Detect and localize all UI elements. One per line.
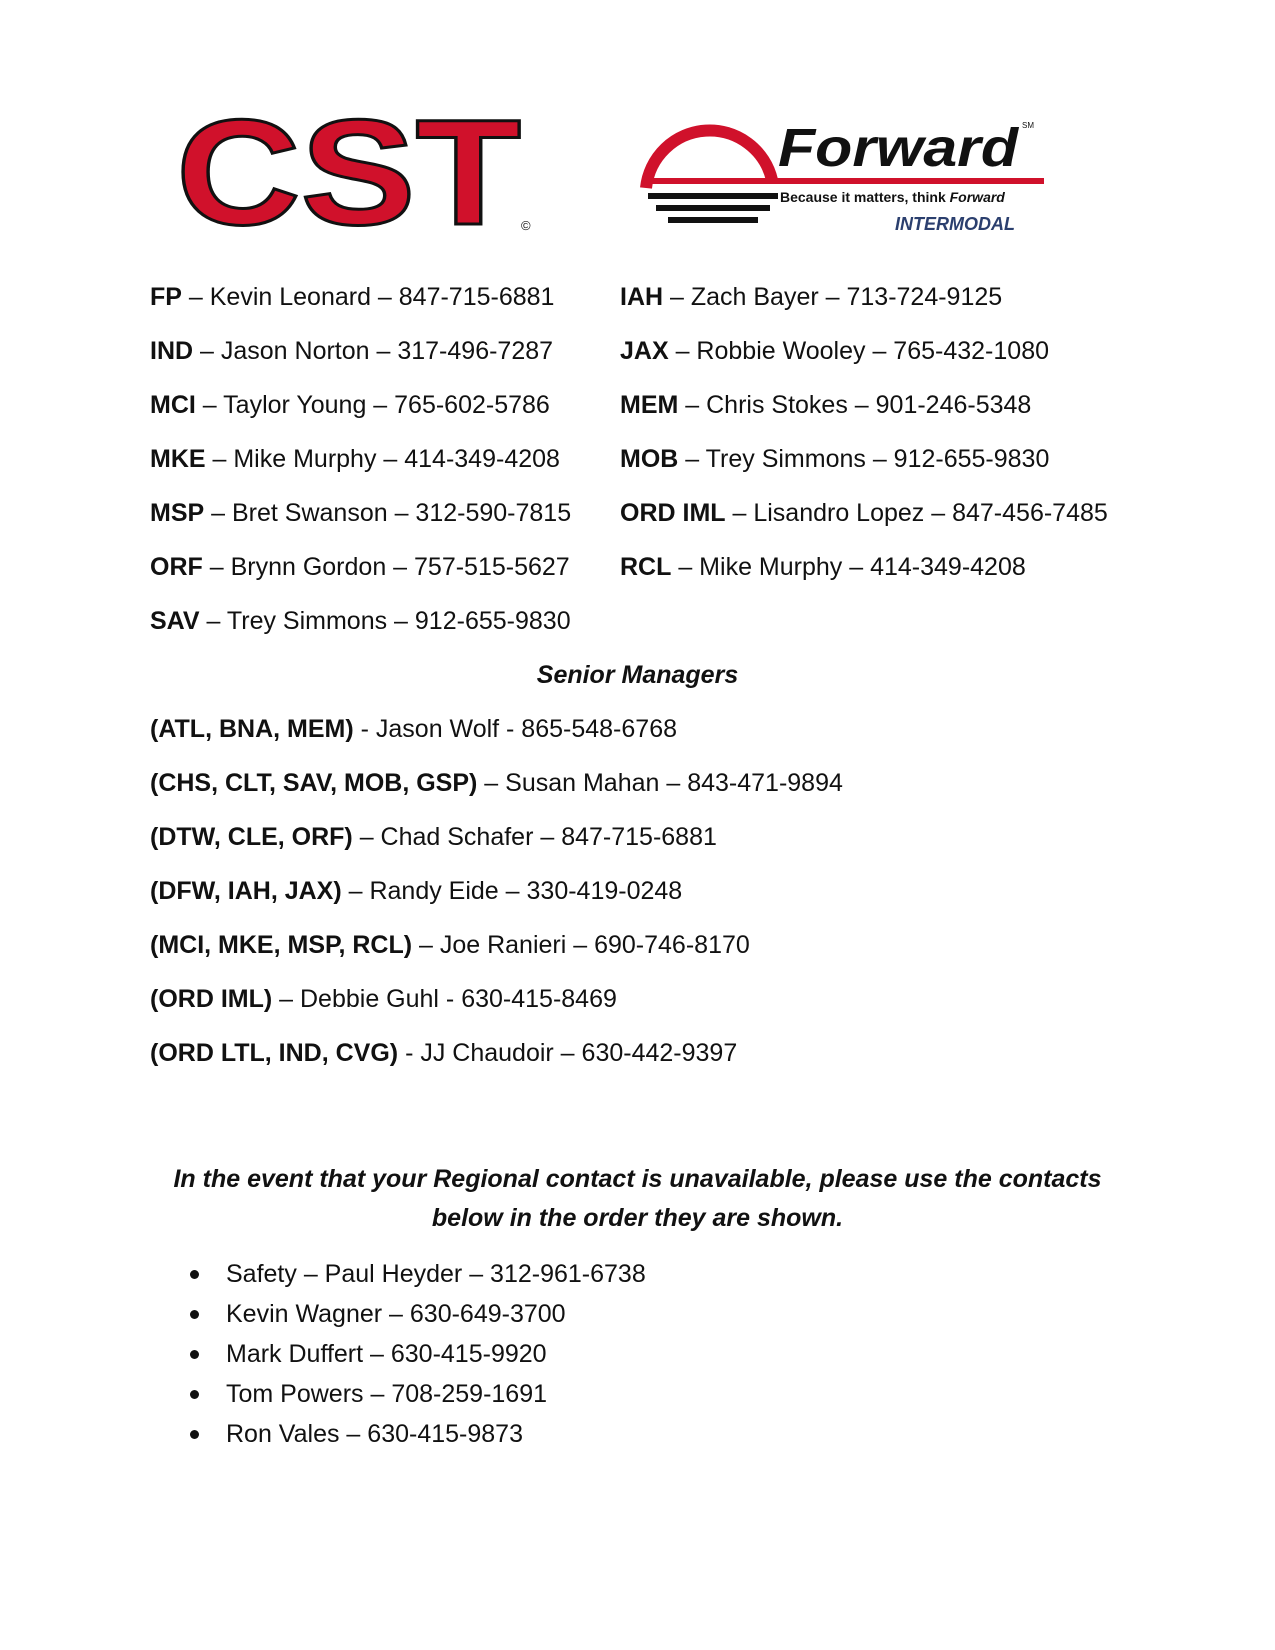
contact-detail: – Chad Schafer – 847-715-6881	[352, 823, 717, 851]
contact-detail: - Jason Wolf - 865-548-6768	[353, 715, 677, 743]
terminal-codes: (ATL, BNA, MEM)	[150, 715, 354, 743]
terminal-codes: (DFW, IAH, JAX)	[150, 877, 342, 905]
regional-contact-left-2	[150, 336, 553, 366]
terminal-code: MSP	[150, 499, 205, 527]
terminal-code: IND	[150, 337, 194, 365]
contact-detail: - JJ Chaudoir – 630-442-9397	[398, 1039, 738, 1067]
contact-detail: – Trey Simmons – 912-655-9830	[199, 607, 571, 635]
terminal-code: MKE	[150, 445, 206, 473]
contact-detail: – Chris Stokes – 901-246-5348	[678, 391, 1032, 419]
contact-detail: – Zach Bayer – 713-724-9125	[663, 283, 1003, 311]
terminal-code: MCI	[150, 391, 196, 419]
forward-logo-tagline-prefix: Because it matters, think	[780, 189, 950, 205]
terminal-code: ORD IML	[620, 499, 726, 527]
backup-contact: Tom Powers – 708-259-1691	[226, 1380, 548, 1408]
senior-managers-heading: Senior Managers	[536, 661, 739, 689]
contact-detail: – Kevin Leonard – 847-715-6881	[181, 283, 555, 311]
contact-detail: – Brynn Gordon – 757-515-5627	[202, 553, 570, 581]
forward-logo-name: Forward	[778, 118, 1020, 178]
cst-logo	[176, 112, 556, 242]
forward-logo-stripe-3	[668, 217, 758, 223]
contact-detail: – Jason Norton – 317-496-7287	[193, 337, 554, 365]
forward-logo-tagline	[780, 189, 1005, 205]
backup-contact: Ron Vales – 630-415-9873	[226, 1420, 523, 1448]
terminal-codes: (ORD IML)	[150, 985, 273, 1013]
regional-contact-right-1	[620, 282, 1002, 312]
backup-contact: Kevin Wagner – 630-649-3700	[226, 1300, 566, 1328]
terminal-code: JAX	[620, 337, 669, 365]
bullet-icon	[190, 1310, 199, 1319]
forward-logo-stripe-2	[656, 205, 770, 211]
contact-detail: – Joe Ranieri – 690-746-8170	[412, 931, 750, 959]
contact-detail: – Robbie Wooley – 765-432-1080	[668, 337, 1049, 365]
contact-detail: – Mike Murphy – 414-349-4208	[205, 445, 560, 473]
list-item	[190, 1294, 646, 1334]
senior-manager-row-2	[150, 768, 843, 798]
terminal-code: ORF	[150, 553, 203, 581]
terminal-code: IAH	[620, 283, 664, 311]
backup-contact: Safety – Paul Heyder – 312-961-6738	[226, 1260, 646, 1288]
backup-contacts-notice: In the event that your Regional contact is unavailable, please use the contacts below in the order they are shown.	[173, 1165, 1102, 1232]
regional-contact-left-7	[150, 606, 571, 636]
regional-contact-left-4	[150, 444, 560, 474]
list-item	[190, 1374, 646, 1414]
contact-detail: – Lisandro Lopez – 847-456-7485	[725, 499, 1108, 527]
forward-logo-intermodal: INTERMODAL	[895, 214, 1015, 234]
bullet-icon	[190, 1430, 199, 1439]
contact-detail: – Mike Murphy – 414-349-4208	[671, 553, 1026, 581]
terminal-code: RCL	[620, 553, 672, 581]
regional-contact-right-6	[620, 552, 1026, 582]
list-item	[190, 1414, 646, 1454]
contact-detail: – Taylor Young – 765-602-5786	[195, 391, 550, 419]
forward-logo-sm: SM	[1022, 121, 1034, 130]
contact-detail: – Debbie Guhl - 630-415-8469	[272, 985, 617, 1013]
regional-contact-right-5	[620, 498, 1108, 528]
terminal-code: FP	[150, 283, 182, 311]
cst-logo-mark: ©	[521, 218, 531, 233]
senior-manager-row-4	[150, 876, 682, 906]
forward-intermodal-logo	[640, 108, 1070, 248]
regional-contact-left-3	[150, 390, 550, 420]
cst-logo-text: CST	[176, 112, 521, 242]
senior-manager-row-7	[150, 1038, 737, 1068]
senior-manager-row-6	[150, 984, 617, 1014]
terminal-codes: (CHS, CLT, SAV, MOB, GSP)	[150, 769, 478, 797]
contact-detail: – Randy Eide – 330-419-0248	[341, 877, 683, 905]
regional-contact-left-5	[150, 498, 571, 528]
regional-contact-right-3	[620, 390, 1031, 420]
terminal-codes: (DTW, CLE, ORF)	[150, 823, 353, 851]
senior-manager-row-3	[150, 822, 717, 852]
contact-detail: – Trey Simmons – 912-655-9830	[678, 445, 1050, 473]
senior-manager-row-1	[150, 714, 677, 744]
forward-logo-red-line	[644, 178, 1044, 184]
terminal-codes: (MCI, MKE, MSP, RCL)	[150, 931, 413, 959]
contact-detail: – Susan Mahan – 843-471-9894	[477, 769, 843, 797]
terminal-code: MOB	[620, 445, 679, 473]
senior-manager-row-5	[150, 930, 750, 960]
regional-contact-left-6	[150, 552, 570, 582]
regional-contact-right-4	[620, 444, 1049, 474]
bullet-icon	[190, 1270, 199, 1279]
bullet-icon	[190, 1390, 199, 1399]
bullet-icon	[190, 1350, 199, 1359]
regional-contact-left-1	[150, 282, 554, 312]
contact-detail: – Bret Swanson – 312-590-7815	[204, 499, 572, 527]
backup-contact: Mark Duffert – 630-415-9920	[226, 1340, 547, 1368]
backup-contact-list	[190, 1254, 646, 1454]
terminal-code: MEM	[620, 391, 679, 419]
list-item	[190, 1254, 646, 1294]
terminal-codes: (ORD LTL, IND, CVG)	[150, 1039, 399, 1067]
list-item	[190, 1334, 646, 1374]
regional-contact-right-2	[620, 336, 1049, 366]
terminal-code: SAV	[150, 607, 200, 635]
forward-logo-tagline-italic: Forward	[949, 189, 1005, 205]
forward-logo-stripe-1	[648, 193, 778, 199]
